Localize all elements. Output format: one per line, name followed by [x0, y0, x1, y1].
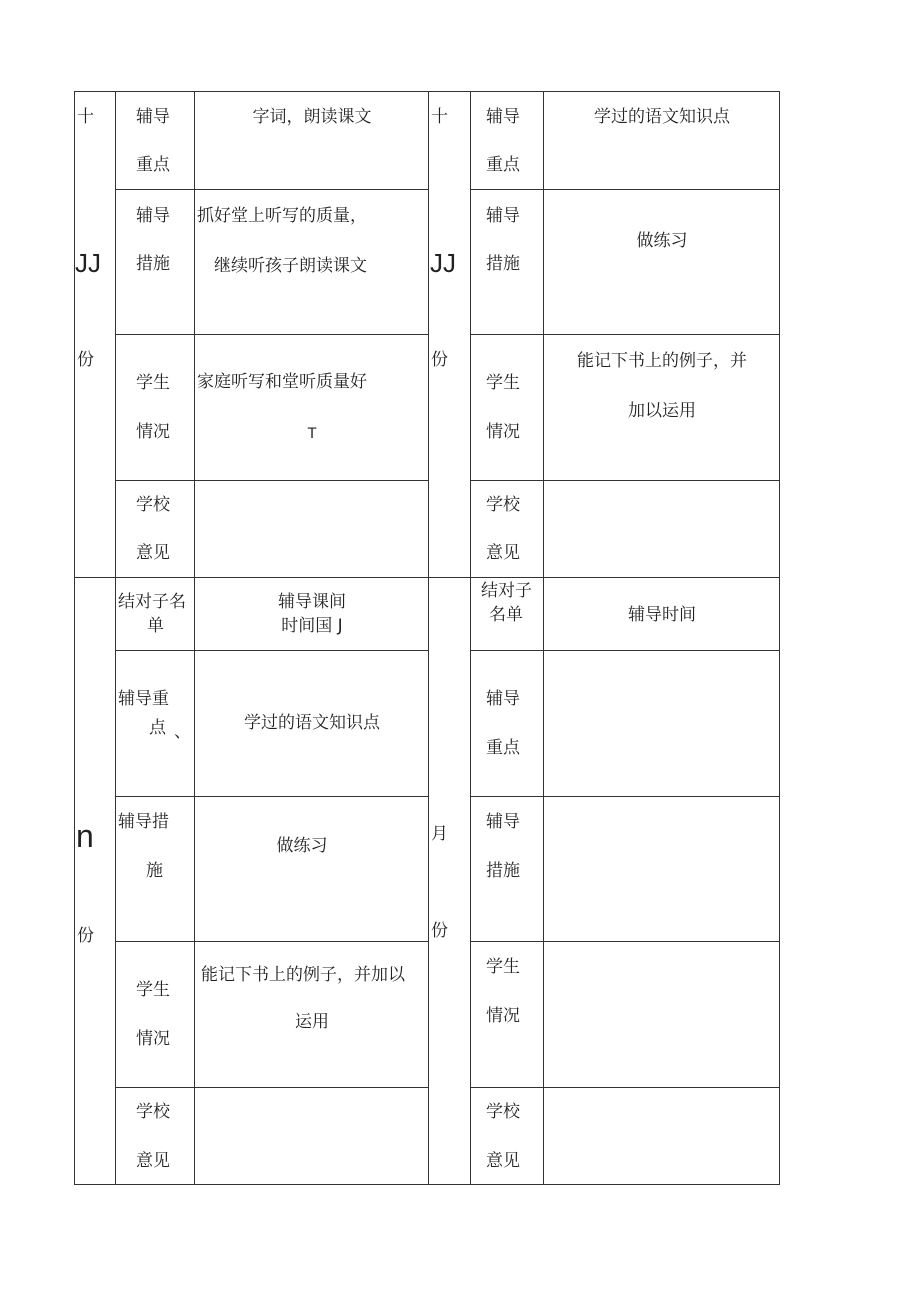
pair-list-label: 结对子名: [118, 592, 186, 612]
month-marker: 十: [431, 107, 448, 127]
focus-value: 学过的语文知识点: [244, 713, 380, 733]
measures-label: 措施: [486, 861, 520, 881]
pair-list-label: 单: [147, 616, 164, 636]
student-label: 学生: [486, 957, 520, 977]
measures-label: 措施: [136, 254, 170, 274]
focus-label: 辅导: [486, 107, 520, 127]
measures-label: 施: [146, 861, 163, 881]
focus-label: 辅导重: [118, 689, 169, 709]
month-marker: 份: [77, 926, 94, 946]
focus-label: 重点: [486, 155, 520, 175]
student-label: 情况: [486, 1006, 520, 1026]
student-label: 情况: [136, 1029, 170, 1049]
month-marker: n: [76, 818, 94, 854]
student-label: 学生: [136, 980, 170, 1000]
student-value: T: [307, 426, 317, 442]
pair-list-label: 结对子: [481, 581, 532, 601]
student-value: 加以运用: [628, 401, 696, 421]
measures-value: 做练习: [636, 231, 688, 251]
student-label: 情况: [136, 422, 170, 442]
focus-label: 辅导: [136, 107, 170, 127]
focus-value: 字词，朗读课文: [252, 107, 372, 127]
student-label: 学生: [486, 373, 520, 393]
month-marker: 份: [431, 921, 448, 941]
pair-list-label: 名单: [489, 605, 523, 625]
school-label: 意见: [486, 1151, 520, 1171]
measures-label: 辅导: [486, 206, 520, 226]
pair-time-value: 时间国 J: [281, 616, 343, 636]
school-label: 学校: [486, 495, 520, 515]
pair-time-value: 辅导课间: [278, 592, 346, 612]
focus-label: 重点: [486, 738, 520, 758]
month-marker: 份: [77, 350, 94, 370]
punctuation-mark: 、: [174, 722, 191, 742]
month-marker: 十: [77, 107, 94, 127]
pair-time-value: 辅导时间: [628, 605, 696, 625]
measures-value: 抓好堂上听写的质量，: [197, 206, 367, 226]
student-value: 能记下书上的例子，并加以: [201, 965, 405, 985]
month-marker: 月: [431, 824, 448, 844]
month-marker: 份: [431, 350, 448, 370]
measures-label: 辅导措: [118, 812, 169, 832]
school-label: 学校: [136, 1102, 170, 1122]
student-label: 情况: [486, 422, 520, 442]
school-label: 意见: [136, 1151, 170, 1171]
focus-label: 点: [149, 718, 166, 738]
school-label: 意见: [486, 543, 520, 563]
student-value: 运用: [295, 1012, 329, 1032]
school-label: 学校: [136, 495, 170, 515]
focus-label: 重点: [136, 155, 170, 175]
month-marker: JJ: [75, 248, 101, 278]
student-label: 学生: [136, 373, 170, 393]
focus-label: 辅导: [486, 689, 520, 709]
measures-value: 做练习: [276, 836, 328, 856]
school-label: 学校: [486, 1102, 520, 1122]
focus-value: 学过的语文知识点: [594, 107, 730, 127]
student-value: 家庭听写和堂听质量好: [197, 372, 367, 392]
school-label: 意见: [136, 543, 170, 563]
measures-label: 辅导: [486, 812, 520, 832]
measures-label: 措施: [486, 254, 520, 274]
month-marker: JJ: [430, 248, 456, 278]
student-value: 能记下书上的例子，并: [577, 351, 747, 371]
measures-label: 辅导: [136, 206, 170, 226]
measures-value: 继续听孩子朗读课文: [214, 256, 367, 276]
